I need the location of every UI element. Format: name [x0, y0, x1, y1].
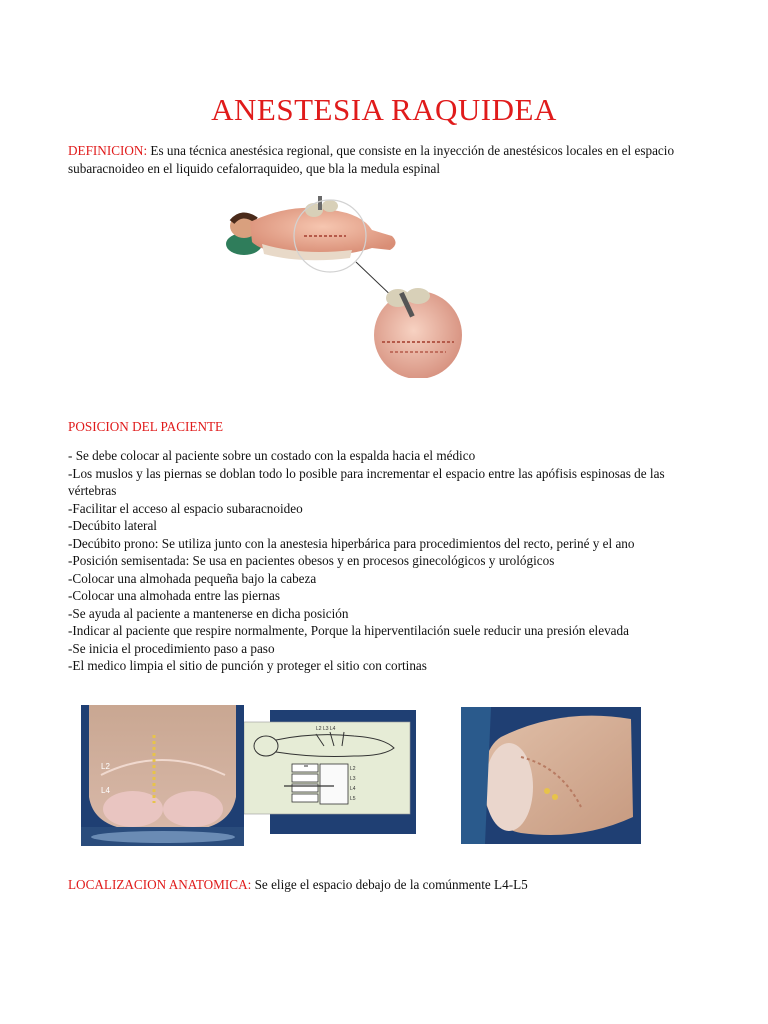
list-item: - Se debe colocar al paciente sobre un costado con la espalda hacia el médico: [68, 448, 476, 463]
list-item: -Facilitar el acceso al espacio subaracnoideo: [68, 500, 303, 516]
back-spine-photo: [81, 705, 244, 846]
diagram-label-l2: L2: [350, 766, 356, 772]
spine-label-l2: L2: [101, 762, 110, 771]
list-item: -Posición semisentada: Se usa en pacientes obesos y en procesos ginecológicos y urológicos: [68, 553, 555, 568]
patient-puncture-illustration: [222, 192, 468, 378]
spine-label-l4: L4: [101, 786, 110, 795]
list-item: -Decúbito prono: Se utiliza junto con la anestesia hiperbárica para procedimientos del recto, periné y el ano: [68, 535, 635, 551]
curled-back-photo: [461, 707, 641, 844]
list-item: -Indicar al paciente que respire normalmente, Porque la hiperventilación suele reducir una presión elevada: [68, 623, 629, 638]
list-item: -El medico limpia el sitio de punción y proteger el sitio con cortinas: [68, 658, 427, 673]
localization-label: LOCALIZACION ANATOMICA:: [68, 877, 252, 892]
position-heading: POSICION DEL PACIENTE: [68, 419, 224, 434]
list-item: -Se ayuda al paciente a mantenerse en dicha posición: [68, 605, 349, 621]
list-item: -Los muslos y las piernas se doblan todo lo posible para incrementar el espacio entre las apófisis espinosas de las vértebras: [68, 465, 665, 498]
page-title: ANESTESIA RAQUIDEA: [211, 92, 557, 127]
list-item: -Decúbito lateral: [68, 518, 157, 533]
definition-text: Es una técnica anestésica regional, que consiste en la inyección de anestésicos locales en el espacio subaracnoideo en el liquido cefalorraquideo, que bla la medula espinal: [68, 143, 675, 176]
list-item: -Se inicia el procedimiento paso a paso: [68, 640, 275, 656]
definition-paragraph: [68, 142, 708, 177]
localization-paragraph: [68, 876, 708, 894]
diagram-label-l5: L5: [350, 796, 356, 802]
list-item: -Colocar una almohada pequeña bajo la cabeza: [68, 570, 317, 586]
localization-text: Se elige el espacio debajo de la comúnmente L4-L5: [251, 877, 528, 892]
list-item: -Colocar una almohada entre las piernas: [68, 588, 281, 603]
svg-text:L2 L3 L4: L2 L3 L4: [316, 726, 336, 732]
definition-label: DEFINICION:: [68, 143, 148, 158]
lateral-position-diagram: [244, 710, 420, 846]
diagram-label-l4: L4: [350, 786, 356, 792]
position-list: [68, 447, 708, 675]
diagram-label-l3: L3: [350, 776, 356, 782]
